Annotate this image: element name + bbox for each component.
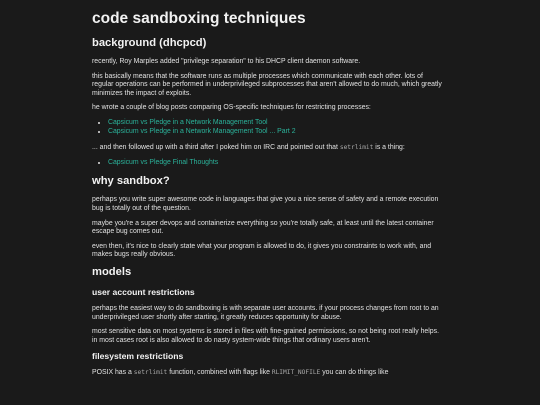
text-span: function, combined with flags like [167,369,272,377]
heading-user-account-restrictions: user account restrictions [92,286,195,297]
heading-models: models [92,265,132,278]
paragraph-background-4 [92,144,444,153]
list-item [108,128,444,137]
inline-code-setrlimit: setrlimit [133,369,168,377]
link-list-final [92,159,444,168]
heading-background: background (dhcpcd) [92,37,207,49]
inline-code-rlimit-nofile: RLIMIT_NOFILE [271,369,321,377]
paragraph-user-1: perhaps the easiest way to do sandboxing is with separate user accounts. if your process changes from root to an underprivileged user shortly after starting, it greatly reduces opportunity for abuse. [92,304,439,321]
link-capsicum-vs-pledge-final[interactable]: Capsicum vs Pledge Final Thoughts [108,158,219,166]
heading-filesystem-restrictions: filesystem restrictions [92,351,184,362]
paragraph-user-2: most sensitive data on most systems is stored in files with fine-grained permissions, so not being root really helps. in most cases root is also allowed to do nasty system-wide things that ordinary users aren't. [92,328,439,344]
link-capsicum-vs-pledge-part-2[interactable]: Capsicum vs Pledge in a Network Management Tool ... Part 2 [108,127,296,135]
inline-code-setrlimit: setrlimit [339,144,374,152]
list-item [108,119,444,128]
link-capsicum-vs-pledge[interactable]: Capsicum vs Pledge in a Network Management Tool [108,118,268,126]
text-span: is a thing: [373,144,405,152]
paragraph-background-3: he wrote a couple of blog posts comparing OS-specific techniques for restricting processes: [92,104,371,112]
list-item [108,159,444,168]
text-span: you can do things like [320,369,389,377]
paragraph-why-3: even then, it's nice to clearly state what your program is allowed to do, it gives you constraints to work with, and makes bugs really obvious. [92,242,432,259]
article [92,10,444,384]
page-title: code sandboxing techniques [92,10,306,27]
text-span: POSIX has a [92,369,134,377]
paragraph-why-1: perhaps you write super awesome code in languages that give you a nice sense of safety and a remote execution bug is totally out of the question. [92,196,439,212]
link-list-blog-posts [92,119,444,136]
paragraph-background-1: recently, Roy Marples added "privilege separation" to his DHCP client daemon software. [92,58,361,65]
paragraph-why-2: maybe you're a super devops and containerize everything so you're totally safe, at least until the latest container escape bug comes out. [92,219,434,236]
paragraph-background-2: this basically means that the software runs as multiple processes which communicate with each other. lots of regular operations can be performed in underprivileged subprocesses that aren't allowed to do much, which greatly minimizes the impact of exploits. [92,72,442,97]
text-span: ... and then followed up with a third after I poked him on IRC and pointed out that [92,144,340,152]
heading-why-sandbox: why sandbox? [92,175,170,188]
paragraph-fs-1 [92,369,444,378]
